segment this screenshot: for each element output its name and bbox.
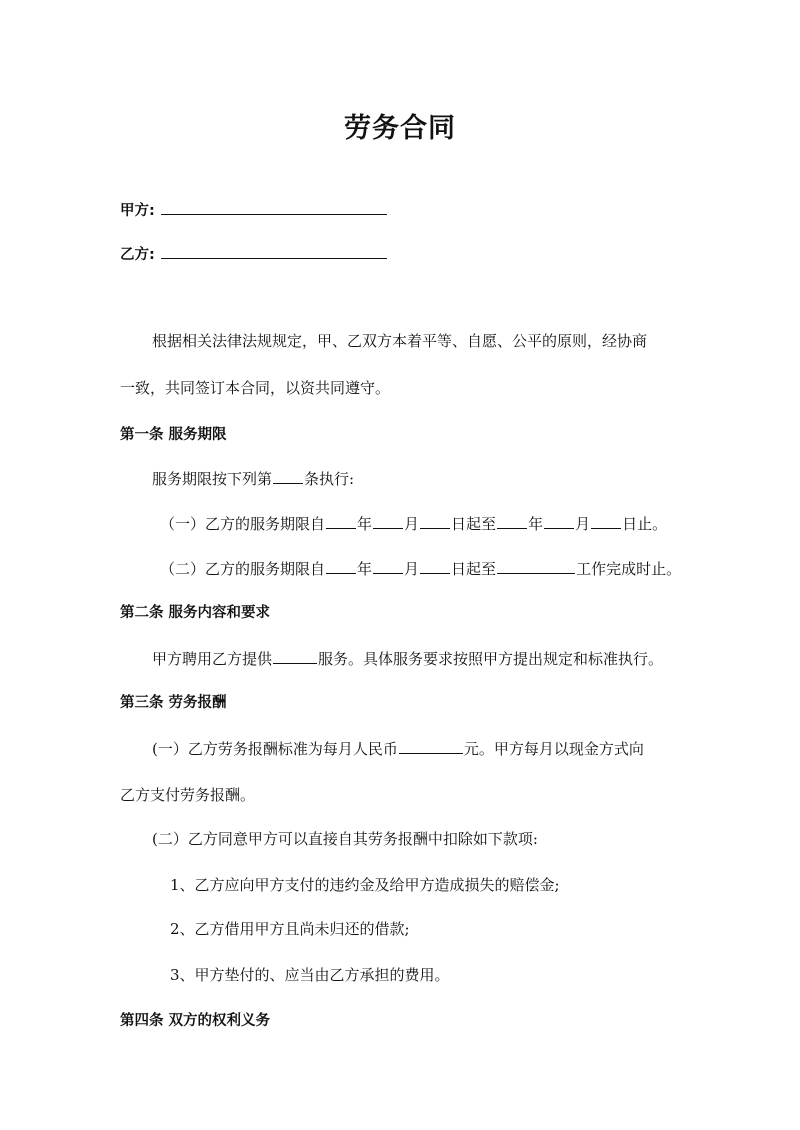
article-1-heading: 第一条 服务期限 (120, 427, 227, 443)
deduction-item-3: 3、甲方垫付的、应当由乙方承担的费用。 (170, 966, 450, 984)
opt2-text-3: 月 (404, 560, 420, 578)
article-1-intro (152, 468, 354, 490)
article-3-heading: 第三条 劳务报酬 (120, 695, 227, 711)
party-b-line (120, 242, 387, 266)
party-b-blank[interactable] (161, 242, 387, 259)
party-a-line (120, 198, 387, 222)
service-type-blank[interactable] (273, 648, 317, 664)
article-3-para-2: (二）乙方同意甲方可以直接自其劳务报酬中扣除如下款项: (152, 830, 538, 848)
article-1-option-1 (160, 513, 667, 535)
art2-text-b: 服务。具体服务要求按照甲方提出规定和标准执行。 (318, 650, 664, 668)
art3-p1-text-b: 元。甲方每月以现金方式向 (463, 740, 644, 758)
art3-p1-text-a: (一）乙方劳务报酬标准为每月人民币 (152, 740, 398, 758)
opt1-start-year-blank[interactable] (326, 513, 356, 529)
party-a-label: 甲方: (120, 203, 155, 219)
article-3-para-1-cont: 乙方支付劳务报酬。 (120, 786, 256, 804)
opt1-text-5: 年 (528, 515, 544, 533)
article-2-text (152, 648, 663, 670)
opt1-end-year-blank[interactable] (497, 513, 527, 529)
opt2-text-1: （二）乙方的服务期限自 (160, 560, 326, 578)
article-2-heading: 第二条 服务内容和要求 (120, 605, 271, 621)
article-1-intro-text-b: 条执行: (304, 470, 355, 488)
opt2-start-month-blank[interactable] (373, 558, 403, 574)
article-1-intro-text-a: 服务期限按下列第 (152, 470, 273, 488)
opt1-text-7: 日止。 (622, 515, 668, 533)
opt1-text-4: 日起至 (451, 515, 497, 533)
opt1-text-2: 年 (357, 515, 373, 533)
opt2-text-2: 年 (357, 560, 373, 578)
article-1-option-2 (160, 558, 681, 580)
preamble-line-2: 一致，共同签订本合同，以资共同遵守。 (120, 379, 391, 397)
opt2-start-year-blank[interactable] (326, 558, 356, 574)
deduction-item-2: 2、乙方借用甲方且尚未归还的借款; (170, 920, 410, 938)
opt2-text-5: 工作完成时止。 (576, 560, 682, 578)
document-title: 劳务合同 (344, 113, 456, 144)
opt1-text-6: 月 (575, 515, 591, 533)
opt1-start-month-blank[interactable] (373, 513, 403, 529)
party-a-blank[interactable] (161, 198, 387, 215)
opt2-start-day-blank[interactable] (420, 558, 450, 574)
opt2-text-4: 日起至 (451, 560, 497, 578)
deduction-item-1: 1、乙方应向甲方支付的违约金及给甲方造成损失的赔偿金; (170, 876, 560, 894)
article-4-heading: 第四条 双方的权利义务 (120, 1013, 271, 1029)
preamble-line-1: 根据相关法律法规规定，甲、乙双方本着平等、自愿、公平的原则，经协商 (152, 332, 648, 350)
monthly-pay-blank[interactable] (399, 738, 463, 754)
opt1-start-day-blank[interactable] (420, 513, 450, 529)
opt2-completion-blank[interactable] (497, 558, 575, 574)
opt1-text-3: 月 (404, 515, 420, 533)
art2-text-a: 甲方聘用乙方提供 (152, 650, 273, 668)
opt1-text-1: （一）乙方的服务期限自 (160, 515, 326, 533)
clause-number-blank[interactable] (273, 468, 303, 484)
opt1-end-month-blank[interactable] (544, 513, 574, 529)
opt1-end-day-blank[interactable] (591, 513, 621, 529)
party-b-label: 乙方: (120, 247, 155, 263)
article-3-para-1 (152, 738, 644, 760)
